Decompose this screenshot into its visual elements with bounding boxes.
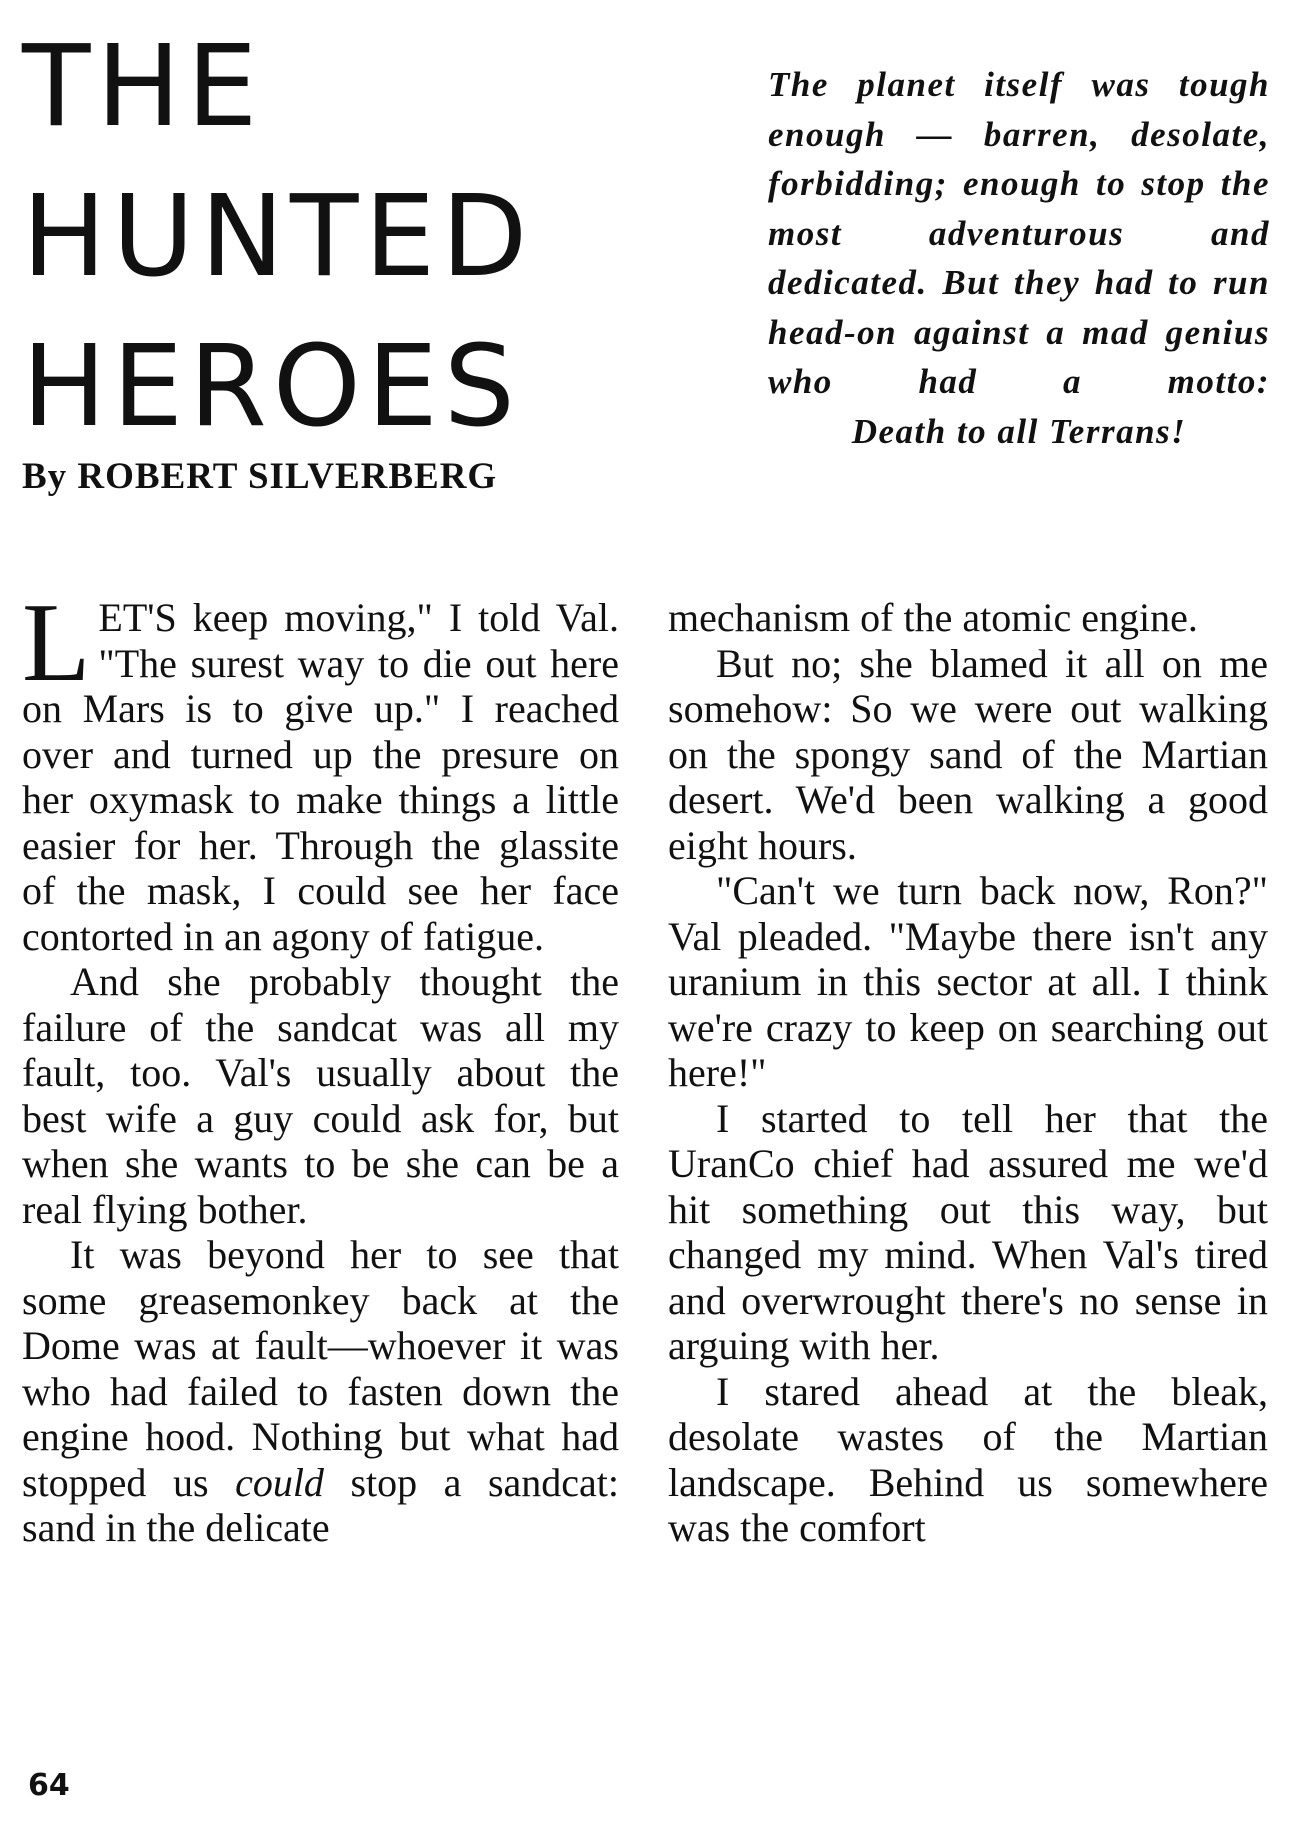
left-column	[22, 581, 620, 1551]
story-title	[22, 12, 582, 462]
paragraph: mechanism of the atomic engine.	[668, 595, 1198, 640]
paragraph: And she probably thought the failure of the sandcat was all my fault, too. Val's usually about the best wife a guy could ask for, but when she wants to be she can be a real flying bother.	[22, 959, 619, 1232]
author-byline: By ROBERT SILVERBERG	[22, 456, 498, 497]
paragraph: But no; she blamed it all on me somehow: So we were out walking on the spongy sand of the Martian desert. We'd been walking a good eight hours.	[668, 640, 1268, 868]
paragraph	[22, 1232, 619, 1551]
paragraph-text: ET'S keep moving," I told Val. "The surest way to die out here on Mars is to give up." I reached over and turned up the presure on her oxymask to make things a little easier for her. Through the glassite of the mask, I could see her face contorted in an agony of fatigue.	[22, 595, 619, 959]
paragraph-text: It was beyond her to see that some greasemonkey back at the Dome was at fault—whoever it was who had failed to fasten down the engine hood. Nothing but what had stopped us	[22, 1232, 619, 1505]
title-line-3: HEROES	[22, 322, 521, 452]
paragraph	[22, 581, 619, 959]
paragraph: I started to tell her that the UranCo chief had assured me we'd hit something out this way, but changed my mind. When Val's tired and overwrought there's no sense in arguing with her.	[668, 1095, 1268, 1368]
blurb-motto: Death to all Terrans!	[851, 411, 1187, 451]
paragraph-text: stop a sandcat: sand in the delicate	[22, 1459, 620, 1550]
paragraph: "Can't we turn back now, Ron?" Val pleaded. "Maybe there isn't any uranium in this sector at all. I think we're crazy to keep on searching out here!"	[668, 868, 1268, 1095]
story-blurb	[768, 60, 1270, 456]
page-number: 64	[28, 1768, 70, 1803]
emphasized-word: could	[235, 1459, 324, 1505]
blurb-text: The planet itself was tough enough — barren, desolate, forbidding; enough to stop the most adventurous and dedicated. But they had to run head-on against a mad genius who had a motto:	[768, 65, 1270, 401]
title-line-1: THE	[22, 22, 264, 152]
title-line-2: HUNTED	[22, 172, 534, 302]
paragraph: I stared ahead at the bleak, desolate wastes of the Martian landscape. Behind us somewhere was the comfort	[668, 1368, 1268, 1550]
right-column	[668, 595, 1268, 1551]
drop-cap: L	[22, 581, 91, 705]
